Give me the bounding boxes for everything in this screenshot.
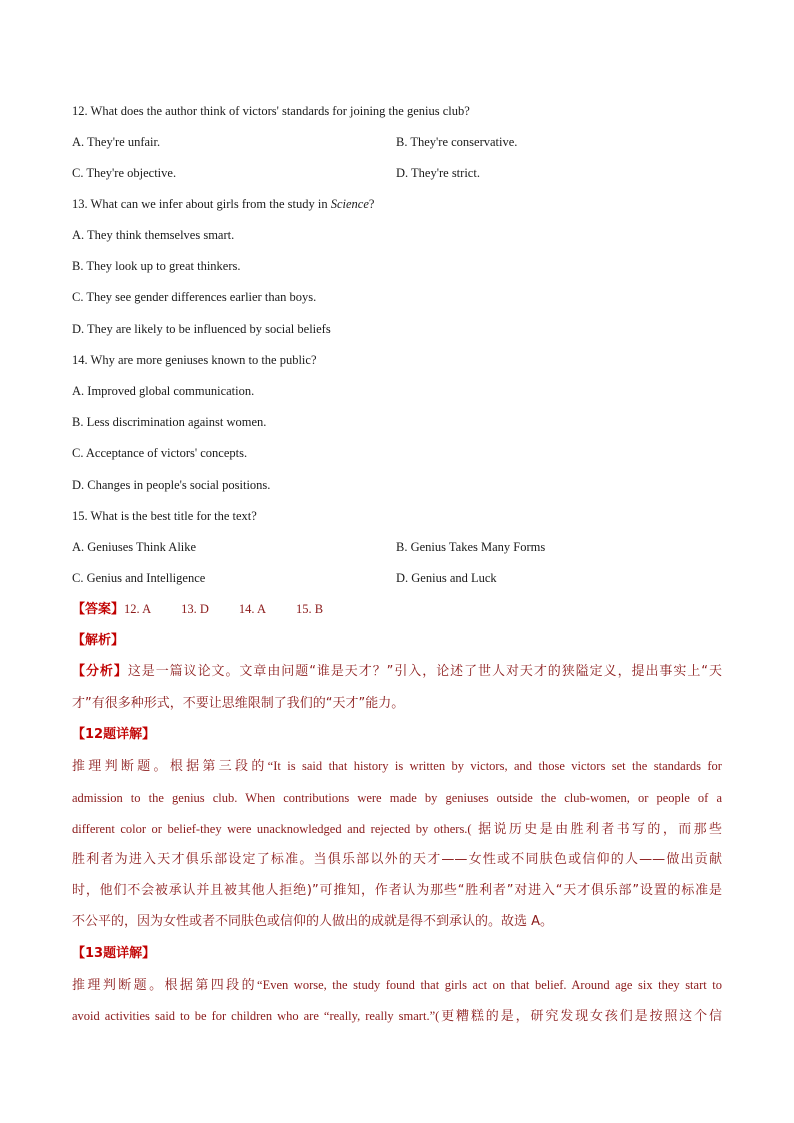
question-13-stem (72, 196, 374, 212)
detail-12-quote: “It is said that history is written by victors, and those victors set the standards for (267, 759, 722, 773)
detail-12-line-3 (72, 821, 722, 838)
detail-12-line-4: 胜利者为进入天才俱乐部设定了标准。当俱乐部以外的天才——女性或不同肤色或信仰的人——做出贡献 (72, 852, 722, 867)
question-13-stem-end: ? (368, 197, 375, 211)
analysis-label: 【解析】 (72, 633, 125, 648)
detail-12-line-5: 时，他们不会被承认并且被其他人拒绝)”可推知，作者认为那些“胜利者”对进入“天才俱乐部”设置的标准是 (72, 883, 722, 898)
summary-line-2: 才”有很多种形式，不要让思维限制了我们的“天才”能力。 (72, 696, 405, 711)
answer-item: 15. B (295, 602, 324, 616)
answer-item: 12. A (124, 602, 152, 616)
summary-label: 【分析】 (72, 664, 128, 679)
question-15-stem: 15. What is the best title for the text? (72, 509, 257, 523)
detail-13-quote-end: avoid activities said to be for children who are “really, really smart.”( (72, 1009, 440, 1023)
question-15-option-d: D. Genius and Luck (396, 571, 497, 585)
detail-12-label: 【12题详解】 (72, 727, 156, 742)
answer-item: 13. D (181, 602, 209, 616)
question-12-stem: 12. What does the author think of victors' standards for joining the genius club? (72, 104, 470, 118)
detail-12-line-6: 不公平的，因为女性或者不同肤色或信仰的人做出的成就是得不到承认的。故选 A。 (72, 914, 554, 929)
question-14-option-a: A. Improved global communication. (72, 384, 255, 398)
detail-13-translation: 更糟糕的是，研究发现女孩们是按照这个信 (439, 1009, 722, 1024)
question-13-option-c: C. They see gender differences earlier than boys. (72, 290, 317, 304)
question-14-stem: 14. Why are more geniuses known to the public? (72, 353, 317, 367)
question-13-stem-text: 13. What can we infer about girls from the study in (72, 197, 331, 211)
detail-12-line-2: admission to the genius club. When contributions were made by geniuses outside the club-women, or people of a (72, 791, 722, 805)
detail-13-intro: 推理判断题。根据第四段的 (72, 978, 258, 993)
question-12-option-b: B. They're conservative. (396, 135, 518, 149)
question-14-option-b: B. Less discrimination against women. (72, 415, 267, 429)
answer-row (72, 601, 323, 618)
detail-12-line-1 (72, 758, 722, 775)
question-12-option-a: A. They're unfair. (72, 135, 161, 149)
detail-13-label: 【13题详解】 (72, 946, 156, 961)
question-12-option-d: D. They're strict. (396, 166, 480, 180)
question-13-option-a: A. They think themselves smart. (72, 228, 235, 242)
question-15-option-a: A. Geniuses Think Alike (72, 540, 197, 554)
question-15-option-b: B. Genius Takes Many Forms (396, 540, 546, 554)
detail-12-intro: 推理判断题。根据第三段的 (72, 759, 268, 774)
detail-13-line-1 (72, 977, 722, 994)
answer-item: 14. A (238, 602, 266, 616)
question-15-option-c: C. Genius and Intelligence (72, 571, 206, 585)
question-13-option-b: B. They look up to great thinkers. (72, 259, 241, 273)
detail-13-line-2 (72, 1008, 722, 1025)
detail-12-quote-end: different color or belief-they were unacknowledged and rejected by others.( (72, 822, 472, 836)
summary-line-1 (72, 664, 722, 680)
summary-text-1: 这是一篇议论文。文章由问题“谁是天才？”引入，论述了世人对天才的狭隘定义，提出事实上“天 (127, 664, 722, 679)
detail-12-translation: 据说历史是由胜利者书写的，而那些 (471, 822, 723, 837)
detail-13-quote: “Even worse, the study found that girls act on that belief. Around age six they start to (257, 978, 722, 992)
question-13-stem-journal: Science (330, 197, 369, 211)
question-13-option-d: D. They are likely to be influenced by social beliefs (72, 322, 331, 336)
question-14-option-d: D. Changes in people's social positions. (72, 478, 271, 492)
question-14-option-c: C. Acceptance of victors' concepts. (72, 446, 248, 460)
question-12-option-c: C. They're objective. (72, 166, 177, 180)
answer-label: 【答案】 (72, 602, 125, 617)
